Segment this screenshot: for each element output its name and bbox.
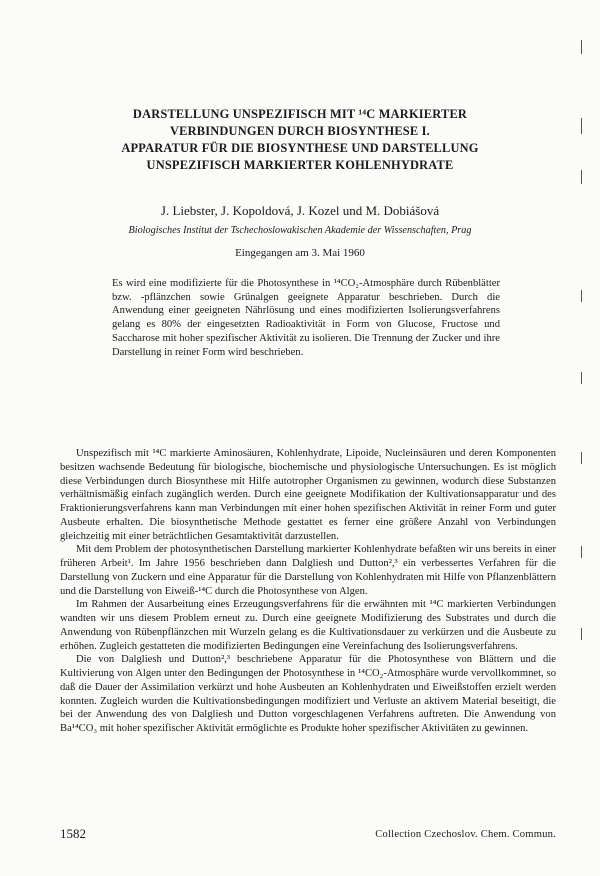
scan-edge-mark [581,118,582,134]
received-date: Eingegangen am 3. Mai 1960 [235,247,365,259]
page-number: 1582 [60,826,86,841]
journal-name: Collection Czechoslov. Chem. Commun. [375,829,556,840]
scan-edge-mark [581,628,582,640]
scan-edge-mark [581,452,582,464]
title-line-4: UNSPEZIFISCH MARKIERTER KOHLENHYDRATE [146,158,454,172]
article-body [60,447,556,736]
abstract: Es wird eine modifizierte für die Photosynthese in ¹⁴CO₂-Atmosphäre durch Rübenblätter bzw. -pflänzchen sowie Grünalgen geeignete Apparatur beschrieben. Durch die Anwendung einer geeigneten Nährlösung und eines modifizierten Isolierungsverfahrens gelang es 80% der eingesetzten Radioaktivität in Form von Glucose, Fructose und Saccharose mit hoher spezifischer Aktivität zu isolieren. Die Trennung der Zucker und ihre Darstellung in reiner Form wird beschrieben. [112,278,500,358]
scan-edge-mark [581,40,582,54]
scan-edge-mark [581,290,582,302]
title-line-2: VERBINDUNGEN DURCH BIOSYNTHESE I. [170,124,430,138]
body-paragraph-2: Mit dem Problem der photosynthetischen Darstellung markierter Kohlenhydrate befaßten wir uns bereits in einer früheren Arbeit¹. Im Jahre 1956 beschrieben dann Dalgliesh und Dutton²,³ ein verbessertes Verfahren für die Darstellung von Zuckern und eine Apparatur für die Darstellung von Kohlenhydraten mit Hilfe von Pflanzenblättern und die Darstellung von Eiweiß-¹⁴C durch die Photosynthese von Algen. [60,544,556,597]
affiliation: Biologisches Institut der Tschechoslowakischen Akademie der Wissenschaften, Prag [128,225,472,236]
scan-edge-mark [581,170,582,184]
title-line-1: DARSTELLUNG UNSPEZIFISCH MIT ¹⁴C MARKIERTER [132,107,468,121]
body-paragraph-4: Die von Dalgliesh und Dutton²,³ beschriebene Apparatur für die Photosynthese von Blättern und die Kultivierung von Algen unter den Bedingungen der Photosynthese in ¹⁴CO₂-Atmosphäre wurde vervollkommnet, so daß die Dauer der Assimilation verkürzt und hohe Ausbeuten an Kohlenhydraten und Eiweißstoffen erzielt werden konnten. Zugleich wurden die Kultivationsbedingungen modifiziert und Verluste an aktivem Material beseitigt, die bei der Anwendung des von Dalgliesh und Dutton vorgeschlagenen Verfahrens auftreten. Die Anwendung von Ba¹⁴CO₃ mit hoher spezifischer Aktivität ermöglichte es Produkte hoher spezifischer Aktivitäten zu gewinnen. [60,654,556,734]
authors: J. Liebster, J. Kopoldová, J. Kozel und M. Dobiášová [160,203,440,218]
scan-edge-mark [581,372,582,384]
body-paragraph-1: Unspezifisch mit ¹⁴C markierte Aminosäuren, Kohlenhydrate, Lipoide, Nucleinsäuren und deren Komponenten besitzen wachsende Bedeutung für biologische, biochemische und physiologische Untersuchungen. Es ist möglich diese Verbindungen durch Biosynthese mit Hilfe autotropher Organismen zu gewinnen, wodurch diese Substanzen verhältnismäßig einfach zugänglich werden. Durch eine geeignete Modifikation der Kultivationsapparatur und des Fraktionierungsverfahrens kann man Verbindungen mit einer hohen spezifischen Aktivität in reiner Form und guter Ausbeute erhalten. Die biosynthetische Methode gestattet es ferner eine größere Anzahl von Verbindungen gleichzeitig mit einer beträchtlichen Gesamtaktivität darzustellen. [60,448,556,542]
scan-edge-mark [581,546,582,558]
body-paragraph-3: Im Rahmen der Ausarbeitung eines Erzeugungsverfahrens für die erwähnten mit ¹⁴C markierten Verbindungen wandten wir uns diesem Problem erneut zu. Durch eine geeignete Modifizierung des Substrates und durch die Anwendung von Rübenpflänzchen mit Wurzeln gelang es die Kultivationsdauer zu verkürzen und die Ausbeute zu erhöhen. Zugleich gestatteten die modifizierten Bedingungen eine Vereinfachung des Isolierungsverfahrens. [60,599,556,652]
title-line-3: APPARATUR FÜR DIE BIOSYNTHESE UND DARSTELLUNG [121,141,479,155]
article-title [70,106,530,174]
